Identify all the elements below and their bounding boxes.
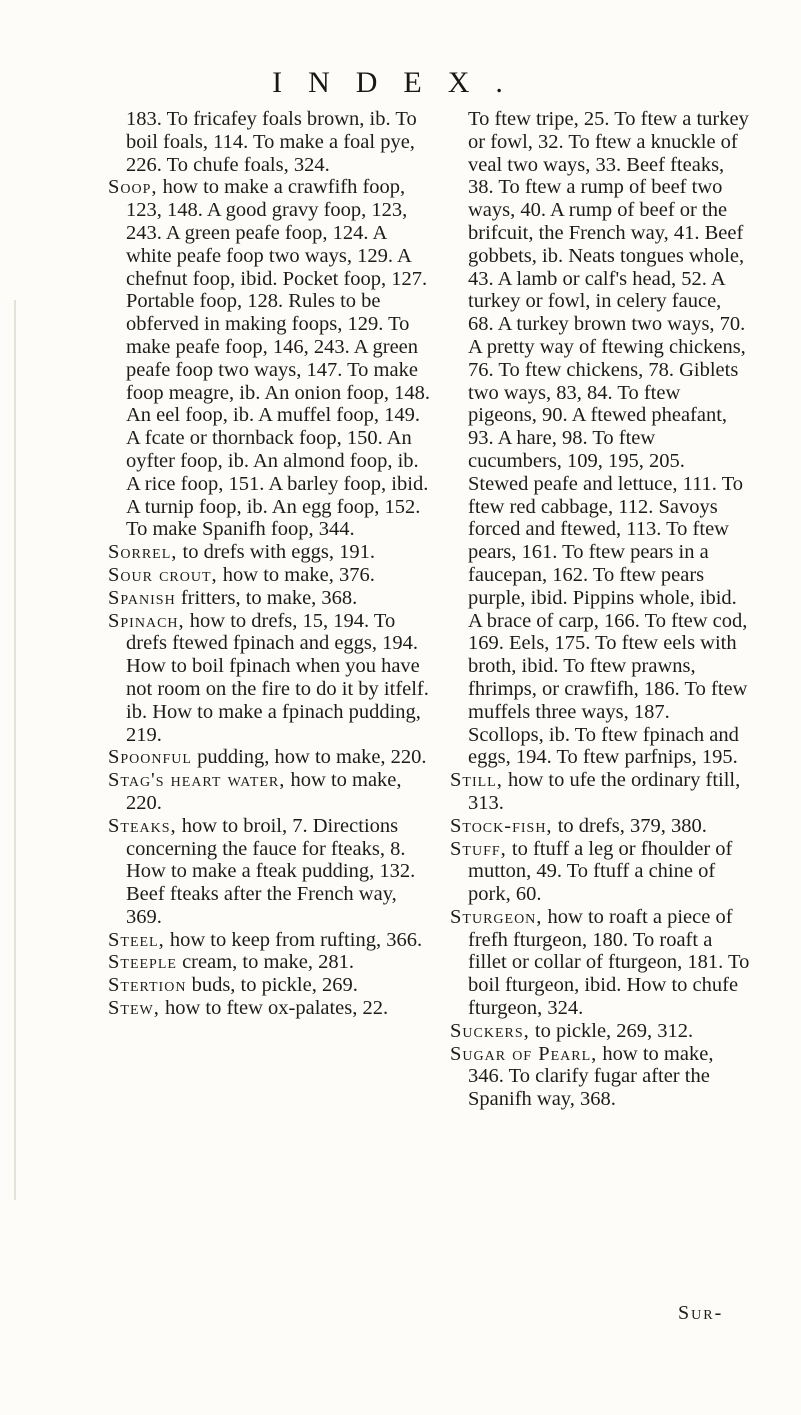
page-header: INDEX. <box>272 66 529 99</box>
index-entry: Sorrel, to drefs with eggs, 191. <box>108 541 375 564</box>
index-entry: Soop, how to make a crawfifh foop, 123, 148. A good gravy foop, 123, 243. A green peafe foop, 124. A white peafe foop two ways, 129. A chefnut foop, ibid. Pocket foop, 127. Portable foop, 128. Rules to be obferved in making foops, 129. To make peafe foop, 146, 243. A green peafe foop two ways, 147. To make foop meagre, ib. An onion foop, 148. An eel foop, ib. A muffel foop, 149. A fcate or thornback foop, 150. An oyfter foop, ib. An almond foop, ib. A rice foop, 151. A barley foop, ibid. A turnip foop, ib. An egg foop, 152. To make Spanifh foop, 344. <box>108 176 431 541</box>
index-entry: Sour crout, how to make, 376. <box>108 563 375 586</box>
index-entry: Steel, how to keep from rufting, 366. <box>108 928 423 951</box>
index-entry: Still, how to ufe the ordinary ftill, 313. <box>450 769 741 814</box>
index-column-left <box>108 108 433 1020</box>
index-entry: Stag's heart water, how to make, 220. <box>108 769 402 814</box>
index-entry: Suckers, to pickle, 269, 312. <box>450 1019 694 1042</box>
index-entry: Steaks, how to broil, 7. Directions concerning the fauce for fteaks, 8. How to make a fteak pudding, 132. Beef fteaks after the French way, 369. <box>108 814 416 928</box>
index-entry: Steeple cream, to make, 281. <box>108 951 354 974</box>
catchword: Sur- <box>678 1302 724 1324</box>
index-entry: Stuff, to ftuff a leg or fhoulder of mutton, 49. To ftuff a chine of pork, 60. <box>450 837 733 906</box>
index-entry: Spinach, how to drefs, 15, 194. To drefs ftewed fpinach and eggs, 194. How to boil fpinach when you have not room on the fire to do it by itfelf. ib. How to make a fpinach pudding, 219. <box>108 609 429 746</box>
index-entry: Sugar of Pearl, how to make, 346. To clarify fugar after the Spanifh way, 368. <box>450 1042 714 1111</box>
index-entry: Spoonful pudding, how to make, 220. <box>108 746 427 769</box>
index-entry: Stew, how to ftew ox-palates, 22. <box>108 997 389 1020</box>
page-gutter-shadow <box>14 300 16 1200</box>
index-entry: Spanish fritters, to make, 368. <box>108 586 358 609</box>
index-entry: To ftew tripe, 25. To ftew a turkey or fowl, 32. To ftew a knuckle of veal two ways, 33. Beef fteaks, 38. To ftew a rump of beef two ways, 40. A rump of beef or the brifcuit, the French way, 41. Beef gobbets, ib. Neats tongues whole, 43. A lamb or calf's head, 52. A turkey or fowl, in celery fauce, 68. A turkey brown two ways, 70. A pretty way of ftewing chickens, 76. To ftew chickens, 78. Giblets two ways, 83, 84. To ftew pigeons, 90. A ftewed pheafant, 93. A hare, 98. To ftew cucumbers, 109, 195, 205. Stewed peafe and lettuce, 111. To ftew red cabbage, 112. Savoys forced and ftewed, 113. To ftew pears, 161. To ftew pears in a faucepan, 162. To ftew pears purple, ibid. Pippins whole, ibid. A brace of carp, 166. To ftew cod, 169. Eels, 175. To ftew eels with broth, ibid. To ftew prawns, fhrimps, or crawfifh, 186. To ftew muffels three ways, 187. Scollops, ib. To ftew fpinach and eggs, 194. To ftew parfnips, 195. <box>468 108 749 769</box>
index-entry: Sturgeon, how to roaft a piece of frefh fturgeon, 180. To roaft a fillet or collar of fturgeon, 181. To boil fturgeon, ibid. How to chufe fturgeon, 324. <box>450 905 750 1020</box>
index-entry: 183. To fricafey foals brown, ib. To boil foals, 114. To make a foal pye, 226. To chufe foals, 324. <box>126 108 417 176</box>
index-column-right <box>450 108 750 1111</box>
index-entry: Stock-fish, to drefs, 379, 380. <box>450 814 707 837</box>
index-entry: Stertion buds, to pickle, 269. <box>108 974 358 997</box>
